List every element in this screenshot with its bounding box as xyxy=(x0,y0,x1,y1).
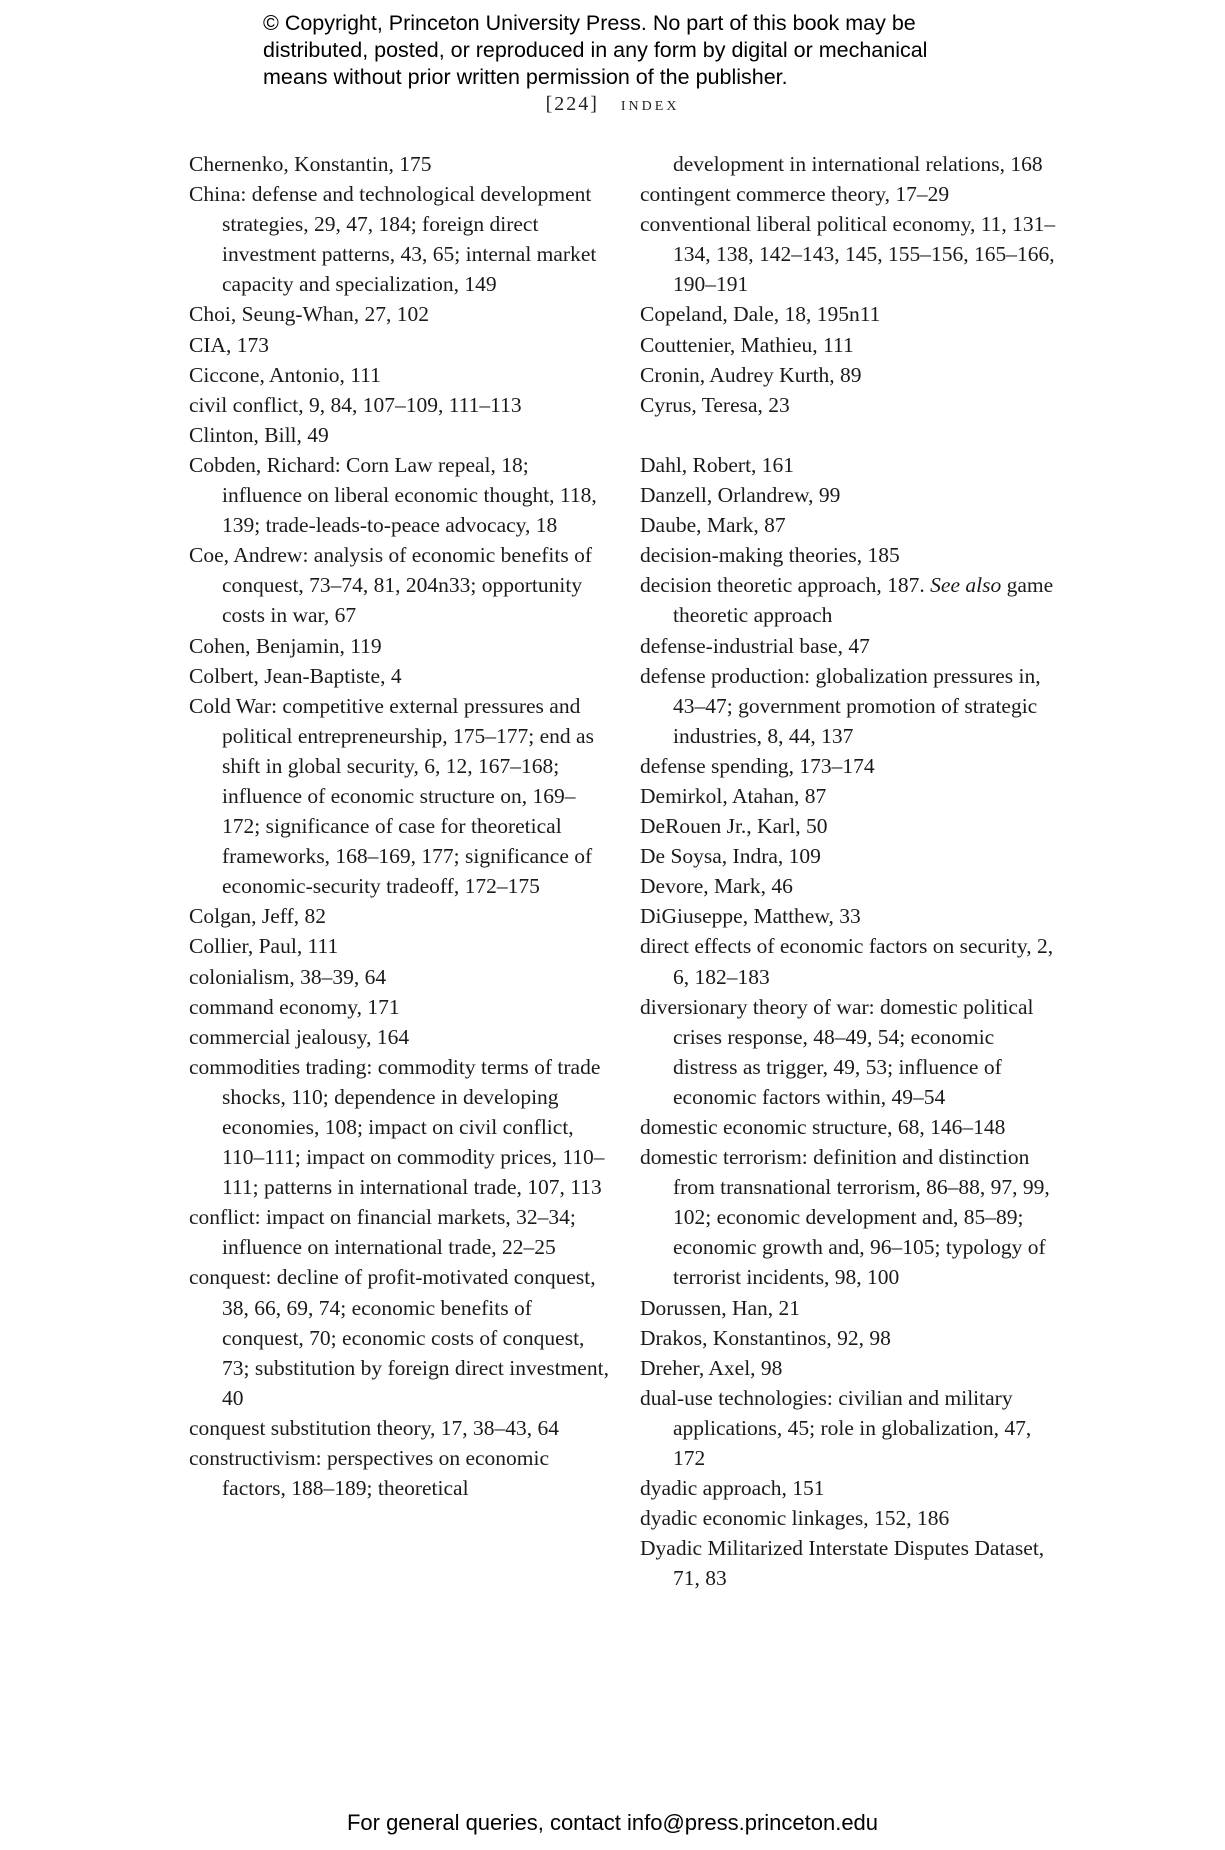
index-entry: defense production: globalization pressures in, 43–47; government promotion of strategic industries, 8, 44, 137 xyxy=(640,663,1041,748)
index-entry: Daube, Mark, 87 xyxy=(640,513,786,538)
index-entry: Devore, Mark, 46 xyxy=(640,874,793,899)
index-entry: domestic terrorism: definition and distinction from transnational terrorism, 86–88, 97, 99, 102; economic development and, 85–89; economic growth and, 96–105; typology of terrorist incidents, 98, 100 xyxy=(640,1145,1050,1290)
index-entry: direct effects of economic factors on security, 2, 6, 182–183 xyxy=(640,934,1054,989)
index-column-left xyxy=(189,149,609,1503)
index-entry: conquest: decline of profit-motivated conquest, 38, 66, 69, 74; economic benefits of conquest, 70; economic costs of conquest, 73; substitution by foreign direct investment, 40 xyxy=(189,1265,609,1410)
index-entry: De Soysa, Indra, 109 xyxy=(640,844,821,869)
index-entry: Couttenier, Mathieu, 111 xyxy=(640,332,854,357)
index-column-right xyxy=(640,149,1060,1594)
index-entry: defense-industrial base, 47 xyxy=(640,633,870,658)
page-number: [224] xyxy=(545,93,599,115)
copyright-line: means without prior written permission of the publisher. xyxy=(263,65,788,89)
index-entry: colonialism, 38–39, 64 xyxy=(189,964,387,989)
index-entry: Chernenko, Konstantin, 175 xyxy=(189,152,432,176)
see-also-label: See also xyxy=(930,573,1002,598)
index-entry: Demirkol, Atahan, 87 xyxy=(640,783,827,808)
index-entry: DeRouen Jr., Karl, 50 xyxy=(640,814,828,839)
section-title: index xyxy=(620,93,680,115)
running-head xyxy=(0,93,1225,116)
see-also-target: game theoretic approach xyxy=(673,573,1054,628)
index-entry: dyadic economic linkages, 152, 186 xyxy=(640,1506,950,1531)
index-entry: China: defense and technological development strategies, 29, 47, 184; foreign direct investment patterns, 43, 65; internal market capacity and specialization, 149 xyxy=(189,182,597,297)
index-entry: Cold War: competitive external pressures and political entrepreneurship, 175–177; end as shift in global security, 6, 12, 167–168; influence of economic structure on, 169–172; significance of case for theoretical frameworks, 168–169, 177; significance of economic-security tradeoff, 172–175 xyxy=(189,693,594,899)
index-entry: Danzell, Orlandrew, 99 xyxy=(640,483,841,508)
index-entry: Copeland, Dale, 18, 195n11 xyxy=(640,302,881,327)
index-entry: Cobden, Richard: Corn Law repeal, 18; influence on liberal economic thought, 118, 139; trade-leads-to-peace advocacy, 18 xyxy=(189,452,597,538)
entry-text: decision theoretic approach, 187. xyxy=(640,573,925,598)
copyright-line: distributed, posted, or reproduced in any form by digital or mechanical xyxy=(263,38,928,62)
index-entry: Colbert, Jean-Baptiste, 4 xyxy=(189,663,402,688)
copyright-notice xyxy=(263,10,1023,91)
index-entry: CIA, 173 xyxy=(189,332,270,357)
index-entry: dyadic approach, 151 xyxy=(640,1476,825,1501)
index-entry: Collier, Paul, 111 xyxy=(189,934,339,959)
index-entry: conquest substitution theory, 17, 38–43, 64 xyxy=(189,1415,560,1440)
index-entry: conflict: impact on financial markets, 32–34; influence on international trade, 22–25 xyxy=(189,1205,576,1260)
index-entry: Dahl, Robert, 161 xyxy=(640,452,795,477)
index-entry: Cronin, Audrey Kurth, 89 xyxy=(640,362,862,387)
footer-contact: For general queries, contact info@press.princeton.edu xyxy=(346,1810,879,1835)
index-entry: Colgan, Jeff, 82 xyxy=(189,904,326,929)
index-entry: diversionary theory of war: domestic political crises response, 48–49, 54; economic distress as trigger, 49, 53; influence of economic factors within, 49–54 xyxy=(640,994,1034,1109)
index-entry: dual-use technologies: civilian and military applications, 45; role in globalization, 47, 172 xyxy=(640,1385,1032,1471)
copyright-line: © Copyright, Princeton University Press. No part of this book may be xyxy=(263,11,916,35)
index-entry: defense spending, 173–174 xyxy=(640,753,875,778)
index-entry: Drakos, Konstantinos, 92, 98 xyxy=(640,1325,891,1350)
index-entry: decision-making theories, 185 xyxy=(640,543,900,568)
index-entry: Choi, Seung-Whan, 27, 102 xyxy=(189,302,430,327)
index-entry: Coe, Andrew: analysis of economic benefits of conquest, 73–74, 81, 204n33; opportunity costs in war, 67 xyxy=(189,543,593,628)
index-entry: Clinton, Bill, 49 xyxy=(189,422,329,447)
index-entry: constructivism: perspectives on economic factors, 188–189; theoretical xyxy=(189,1446,550,1501)
index-entry-continuation: development in international relations, 168 xyxy=(673,152,1043,176)
index-entry: Dreher, Axel, 98 xyxy=(640,1355,783,1380)
index-entry-see-also xyxy=(640,570,1060,630)
index-entry: domestic economic structure, 68, 146–148 xyxy=(640,1115,1006,1139)
index-entry: Cohen, Benjamin, 119 xyxy=(189,633,382,658)
index-entry: Ciccone, Antonio, 111 xyxy=(189,362,381,387)
index-entry: Dyadic Militarized Interstate Disputes Dataset, 71, 83 xyxy=(640,1536,1045,1591)
index-entry: Dorussen, Han, 21 xyxy=(640,1295,801,1320)
index-entry: conventional liberal political economy, 11, 131–134, 138, 142–143, 145, 155–156, 165–166, 190–191 xyxy=(640,212,1056,297)
index-entry: DiGiuseppe, Matthew, 33 xyxy=(640,904,861,929)
index-entry: commercial jealousy, 164 xyxy=(189,1024,410,1049)
index-entry: contingent commerce theory, 17–29 xyxy=(640,182,950,207)
index-entry: commodities trading: commodity terms of trade shocks, 110; dependence in developing economies, 108; impact on civil conflict, 110–111; impact on commodity prices, 110–111; patterns in international trade, 107, 113 xyxy=(189,1054,605,1200)
index-entry: civil conflict, 9, 84, 107–109, 111–113 xyxy=(189,392,522,417)
index-entry: command economy, 171 xyxy=(189,994,400,1019)
index-entry: Cyrus, Teresa, 23 xyxy=(640,392,790,417)
